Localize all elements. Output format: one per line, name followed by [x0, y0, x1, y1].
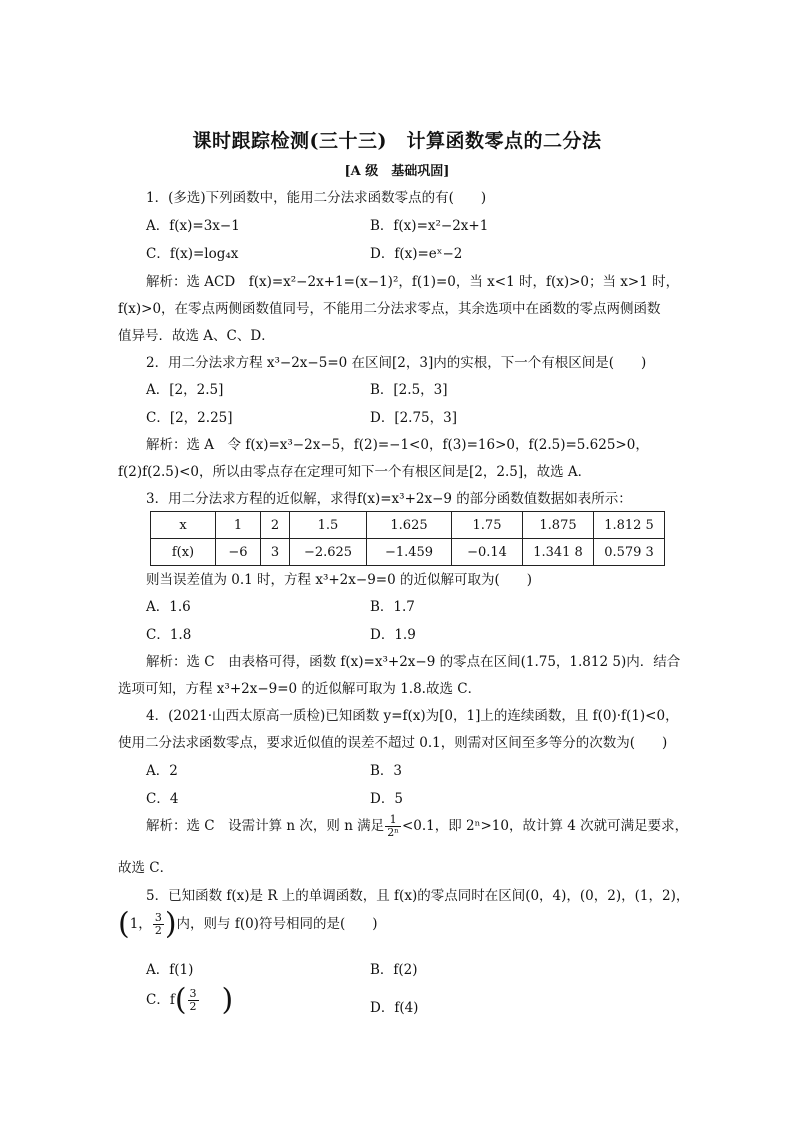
fraction-numerator: 3	[189, 987, 197, 1000]
fraction-numerator: 1	[385, 814, 401, 827]
table-cell: 1.812 5	[594, 512, 665, 539]
fraction-denominator: 2	[154, 924, 162, 937]
q5-option-c-fraction	[188, 988, 199, 1013]
q3-option-b: B．1.7	[370, 599, 415, 615]
table-cell: 3	[261, 539, 290, 566]
table-cell: 1.341 8	[523, 539, 594, 566]
fraction-denominator: 2ⁿ	[387, 826, 399, 839]
q5-stem-line-1: 5．已知函数 f(x)是 R 上的单调函数，且 f(x)的零点同时在区间(0，4)，(0，2)，(1，2)，	[146, 888, 690, 904]
left-paren: (	[174, 982, 187, 1018]
q4-option-c: C．4	[146, 791, 179, 807]
table-cell: −2.625	[290, 539, 367, 566]
q2-option-c: C．[2，2.25]	[146, 410, 233, 426]
q5-option-b: B．f(2)	[370, 962, 418, 978]
section-label: [A 级 基础巩固]	[344, 164, 450, 179]
q3-solution-line-2: 选项可知，方程 x³+2x−9=0 的近似解可取为 1.8.故选 C．	[118, 681, 482, 697]
table-cell: 1.875	[523, 512, 594, 539]
q5-stem-line-2	[118, 906, 378, 942]
q3-option-d: D．1.9	[370, 627, 416, 643]
q4-fraction	[385, 814, 401, 839]
q2-option-a: A．[2，2.5]	[146, 382, 224, 398]
q5-option-c-label: C．f	[146, 992, 175, 1008]
fraction-numerator: 3	[154, 911, 162, 924]
q4-option-d: D．5	[370, 791, 403, 807]
table-cell: 0.579 3	[594, 539, 665, 566]
q3-stem: 3．用二分法求方程的近似解，求得f(x)=x³+2x−9 的部分函数值数据如表所示：	[146, 491, 632, 507]
q2-stem: 2．用二分法求方程 x³−2x−5=0 在区间[2，3]内的实根，下一个有根区间是( )	[146, 355, 647, 371]
q1-stem: 1．(多选)下列函数中，能用二分法求函数零点的有( )	[146, 190, 487, 206]
right-paren: )	[164, 906, 177, 942]
q3-option-c: C．1.8	[146, 627, 192, 643]
q3-option-a: A．1.6	[146, 599, 191, 615]
table-cell: 1.625	[367, 512, 452, 539]
q5-option-c	[146, 982, 234, 1018]
table-cell: 1.5	[290, 512, 367, 539]
table-cell: 1	[216, 512, 261, 539]
q3-after-table: 则当误差值为 0.1 时，方程 x³+2x−9=0 的近似解可取为( )	[146, 572, 533, 588]
q4-option-a: A．2	[146, 763, 178, 779]
table-cell: −0.14	[452, 539, 523, 566]
left-paren: (	[118, 906, 130, 942]
q2-option-b: B．[2.5，3]	[370, 382, 448, 398]
table-cell: 2	[261, 512, 290, 539]
q5-option-d: D．f(4)	[370, 1000, 419, 1016]
q4-stem-line-1: 4．(2021·山西太原高一质检)已知函数 y=f(x)为[0，1]上的连续函数，且 f(0)·f(1)<0，	[146, 708, 679, 724]
q2-solution-line-2: f(2)f(2.5)<0，所以由零点存在定理可知下一个有根区间是[2，2.5]，故选 A．	[118, 464, 592, 480]
q2-option-d: D．[2.75，3]	[370, 410, 458, 426]
fraction-denominator: 2	[189, 1000, 197, 1013]
q1-option-c: C．f(x)=log₄x	[146, 246, 239, 262]
table-cell: f(x)	[151, 539, 216, 566]
right-paren: )	[221, 982, 234, 1018]
table-cell: −6	[216, 539, 261, 566]
q2-solution-line-1: 解析：选 A 令 f(x)=x³−2x−5，f(2)=−1<0，f(3)=16>0，f(2.5)=5.625>0，	[146, 437, 649, 453]
table-cell: 1.75	[452, 512, 523, 539]
q4-option-b: B．3	[370, 763, 403, 779]
table-row-x	[151, 512, 665, 539]
q1-solution-line-1: 解析：选 ACD f(x)=x²−2x+1=(x−1)²，f(1)=0，当 x<1 时，f(x)>0；当 x>1 时，	[146, 274, 680, 290]
q4-solution-line-1	[146, 814, 688, 839]
q1-solution-line-3: 值异号．故选 A、C、D．	[118, 328, 275, 344]
q4-stem-line-2: 使用二分法求函数零点，要求近似值的误差不超过 0.1，则需对区间至多等分的次数为( )	[118, 735, 668, 751]
q5-stem-text-post: 内，则与 f(0)符号相同的是( )	[176, 916, 378, 932]
q4-solution-line-2: 故选 C．	[118, 860, 174, 876]
q1-solution-line-2: f(x)>0，在零点两侧函数值同号，不能用二分法求零点，其余选项中在函数的零点两侧函数	[118, 301, 661, 317]
q1-option-a: A．f(x)=3x−1	[146, 218, 240, 234]
q5-option-a: A．f(1)	[146, 962, 194, 978]
q1-option-b: B．f(x)=x²−2x+1	[370, 218, 489, 234]
q5-interval-start: 1，	[129, 916, 152, 932]
table-cell: −1.459	[367, 539, 452, 566]
q4-solution-text-post: <0.1，即 2ⁿ>10，故计算 4 次就可满足要求，	[401, 818, 689, 834]
page-title: 课时跟踪检测(三十三) 计算函数零点的二分法	[192, 130, 602, 152]
table-row-fx	[151, 539, 665, 566]
q3-solution-line-1: 解析：选 C 由表格可得，函数 f(x)=x³+2x−9 的零点在区间(1.75，1.812 5)内．结合	[146, 654, 681, 670]
q4-solution-text-pre: 解析：选 C 设需计算 n 次，则 n 满足	[146, 818, 385, 834]
function-value-table	[150, 511, 665, 566]
table-cell: x	[151, 512, 216, 539]
q1-option-d: D．f(x)=eˣ−2	[370, 246, 463, 262]
q5-fraction	[153, 912, 164, 937]
